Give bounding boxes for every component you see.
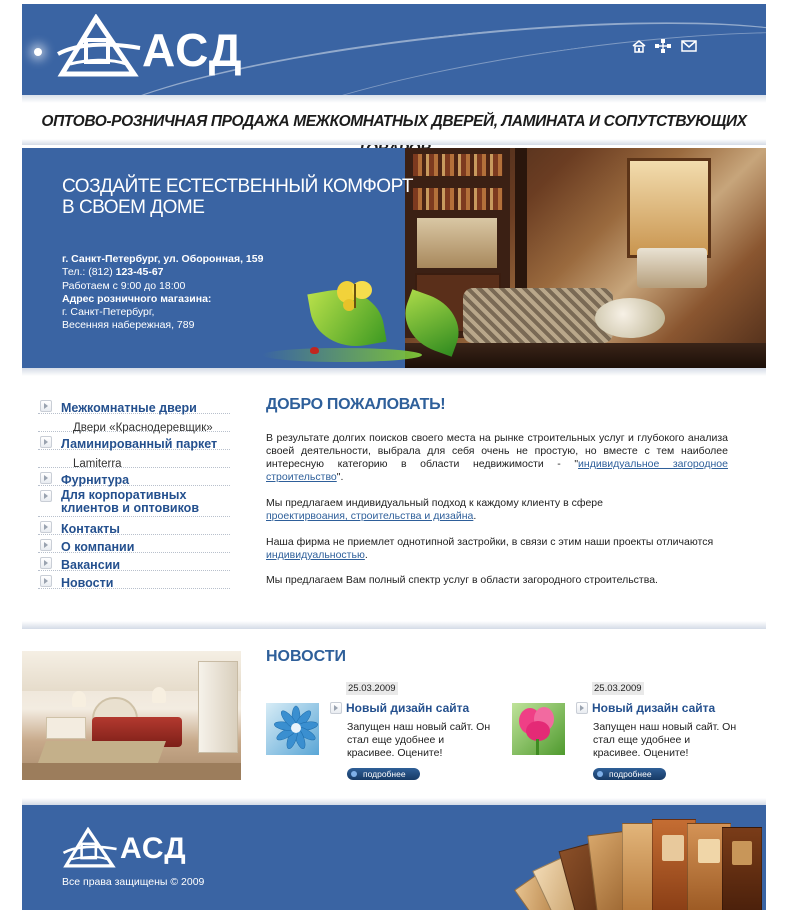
news-headline-link[interactable]: Новый дизайн сайта <box>346 701 470 715</box>
retail-label: Адрес розничного магазина: <box>62 293 212 305</box>
flowers <box>595 298 665 338</box>
menu-item-vacancies[interactable] <box>38 553 230 571</box>
banner-title-line: СОЗДАЙТЕ ЕСТЕСТВЕННЫЙ КОМФОРТ <box>62 176 413 197</box>
retail-address-line: Весенняя набережная, 789 <box>62 319 195 331</box>
arrow-bullet-icon <box>40 472 52 484</box>
news-thumbnail[interactable] <box>512 703 565 755</box>
floor <box>22 763 241 780</box>
arrow-bullet-icon <box>40 400 52 412</box>
header-divider <box>22 95 766 103</box>
welcome-paragraph: Мы предлагаем Вам полный спектр услуг в области загородного строительства. <box>266 574 658 586</box>
menu-item-hardware[interactable] <box>38 468 230 486</box>
menu-item-label: Контакты <box>61 522 120 536</box>
door-sample <box>722 827 762 910</box>
welcome-paragraph <box>266 536 728 562</box>
home-icon[interactable] <box>631 39 647 53</box>
sidebar-menu <box>38 396 230 589</box>
menu-item-label: Вакансии <box>61 558 121 572</box>
mail-icon[interactable] <box>681 39 697 53</box>
arrow-bullet-icon <box>40 521 52 533</box>
news-title: НОВОСТИ <box>266 648 347 665</box>
books <box>413 188 503 210</box>
copyright-text: Все права защищены © 2009 <box>62 876 205 888</box>
menu-item-interior-doors[interactable] <box>38 396 230 414</box>
news-date: 25.03.2009 <box>594 683 642 694</box>
menu-item-label: Ламинированный паркет <box>61 437 218 451</box>
menu-item-label: Для корпоративных клиентов и оптовиков <box>61 488 200 515</box>
paragraph-text: . <box>473 510 477 522</box>
butterfly-icon <box>336 280 374 312</box>
door-glass <box>662 835 684 861</box>
floor <box>405 343 766 368</box>
news-text: Запущен наш новый сайт. Он стал еще удобнее и красивее. Оцените! <box>347 721 491 759</box>
footer-divider <box>22 798 766 805</box>
banner-title <box>62 176 413 218</box>
paragraph-text: ". <box>336 471 344 483</box>
books <box>413 154 503 176</box>
phone-number[interactable]: 123-45-67 <box>115 266 164 278</box>
lamp <box>152 687 166 703</box>
door-glass <box>732 841 752 865</box>
phone-label: Тел.: (812) <box>62 266 116 278</box>
menu-item-contacts[interactable] <box>38 517 230 535</box>
paragraph-text: . <box>364 549 368 561</box>
news-text: Запущен наш новый сайт. Он стал еще удобнее и красивее. Оцените! <box>593 721 737 759</box>
menu-item-label: Новости <box>61 576 114 590</box>
hours-text: Работаем с 9:00 до 18:00 <box>62 280 186 292</box>
news-item <box>266 682 496 782</box>
news-date: 25.03.2009 <box>348 683 396 694</box>
news-headline-link[interactable]: Новый дизайн сайта <box>592 701 716 715</box>
logo-mark-icon[interactable] <box>56 14 142 82</box>
sitemap-icon[interactable] <box>655 39 671 53</box>
individuality-link[interactable]: индивидуальностью <box>266 549 365 561</box>
section-divider <box>22 621 766 629</box>
phone-line <box>62 266 164 279</box>
banner-title-line: В СВОЕМ ДОМЕ <box>62 197 205 218</box>
news-item <box>512 682 742 782</box>
construction-link[interactable]: индивидуальное загородное строительство <box>266 458 728 483</box>
design-link[interactable]: проектирвоания, строительства и дизайна <box>266 510 474 522</box>
arrow-bullet-icon <box>330 702 342 714</box>
menu-item-about[interactable] <box>38 535 230 553</box>
menu-item-corporate[interactable] <box>38 486 230 517</box>
stone-panel <box>417 218 497 268</box>
bed <box>637 248 707 288</box>
wardrobe <box>198 661 238 753</box>
leaf-decoration <box>262 348 422 362</box>
logo-text[interactable]: АСД <box>142 24 243 76</box>
arrow-bullet-icon <box>40 575 52 587</box>
paragraph-text: В результате долгих поисков своего места на рынке строительных услуг и глубокого анализа своей деятельности, выбрала для себя очень не простую, но вместе с тем наиболее интересную категорию в области недвижимости - " <box>266 432 728 470</box>
tagline-divider <box>22 139 766 145</box>
dresser <box>46 717 86 739</box>
pink-flower-icon <box>512 703 565 755</box>
menu-item-label: Межкомнатные двери <box>61 401 197 415</box>
hero-banner <box>22 148 766 368</box>
footer-logo-text[interactable]: АСД <box>120 832 187 865</box>
footer-logo-mark-icon[interactable] <box>62 827 118 871</box>
retail-address-line: г. Санкт-Петербург, <box>62 306 155 318</box>
menu-item-laminate[interactable] <box>38 432 230 450</box>
arrow-bullet-icon <box>40 490 52 502</box>
menu-item-label: Двери «Краснодеревщик» <box>73 422 213 434</box>
rug <box>38 741 166 763</box>
blue-flower-icon <box>266 703 319 755</box>
site-footer <box>22 805 766 910</box>
menu-item-label: О компании <box>61 540 135 554</box>
arrow-bullet-icon <box>576 702 588 714</box>
arrow-bullet-icon <box>40 557 52 569</box>
paragraph-text: Мы предлагаем индивидуальный подход к каждому клиенту в сфере <box>266 497 603 509</box>
menu-item-news[interactable] <box>38 571 230 589</box>
arrow-bullet-icon <box>40 436 52 448</box>
news-thumbnail[interactable] <box>266 703 319 755</box>
site-header <box>22 4 766 95</box>
welcome-paragraph <box>266 497 728 523</box>
menu-item-lamiterra[interactable] <box>38 450 230 468</box>
bedroom-photo <box>22 651 241 780</box>
lamp <box>72 691 86 707</box>
menu-item-krasnoderevshchik[interactable] <box>38 414 230 432</box>
banner-divider <box>22 368 766 376</box>
tagline: ОПТОВО-РОЗНИЧНАЯ ПРОДАЖА МЕЖКОМНАТНЫХ ДВЕРЕЙ, ЛАМИНАТА И СОПУТСТВУЮЩИХ <box>41 113 747 130</box>
welcome-title: ДОБРО ПОЖАЛОВАТЬ! <box>266 396 446 413</box>
door-glass <box>698 839 720 863</box>
paragraph-text: Наша фирма не приемлет однотипной застройки, в связи с этим наши проекты отличаются <box>266 536 714 548</box>
header-sparkle <box>34 48 42 56</box>
read-more-button[interactable]: подробнее <box>593 768 666 780</box>
arrow-bullet-icon <box>40 539 52 551</box>
read-more-button[interactable]: подробнее <box>347 768 420 780</box>
menu-item-label: Lamiterra <box>73 458 122 470</box>
interior-photo <box>405 148 766 368</box>
ladybug-icon <box>310 347 319 354</box>
welcome-paragraph <box>266 432 728 484</box>
menu-item-label: Фурнитура <box>61 473 130 487</box>
bedroom-doorway <box>627 158 711 258</box>
address-text: г. Санкт-Петербург, ул. Оборонная, 159 <box>62 253 264 265</box>
sofa <box>463 288 613 343</box>
